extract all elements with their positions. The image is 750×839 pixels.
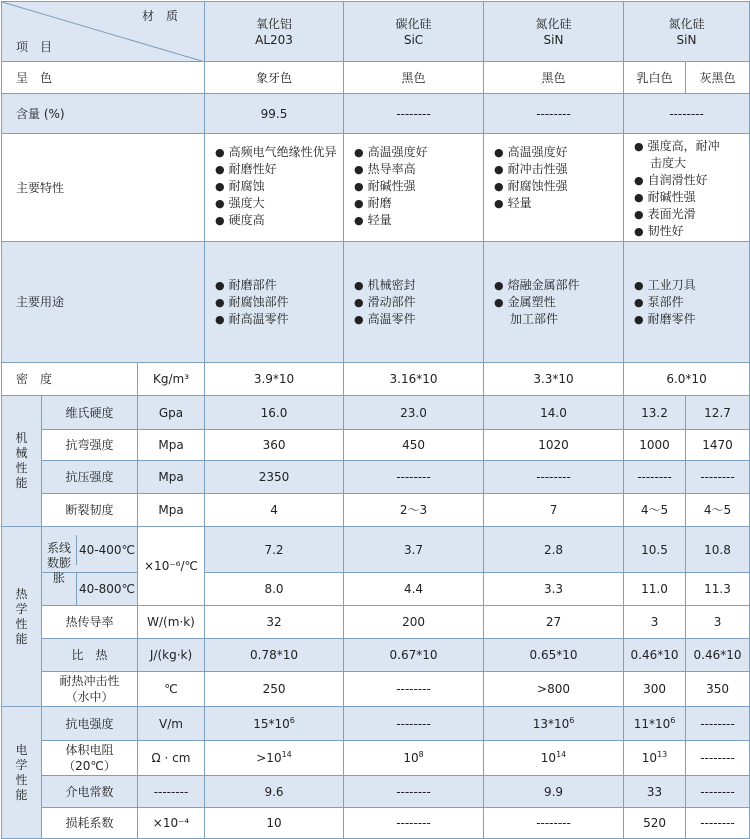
feature-list-alumina	[205, 134, 344, 242]
cell: $>10^{14}$	[205, 741, 344, 776]
cell: 23.0	[344, 396, 484, 430]
header-row	[2, 2, 750, 62]
cell: 33	[624, 776, 686, 808]
list-item: ● 高温零件	[354, 311, 480, 328]
row-label: 维氏硬度	[42, 396, 138, 430]
list-item: ● 工业刀具	[634, 277, 746, 294]
row-label: 介电常数	[42, 776, 138, 808]
cell: 360	[205, 430, 344, 461]
list-item: ● 耐冲击性强	[494, 161, 620, 178]
cell: 1020	[484, 430, 624, 461]
list-item: ● 泵部件	[634, 294, 746, 311]
row-thermal-exp-0	[2, 527, 750, 573]
cell: 3.3	[484, 573, 624, 606]
use-list-sin-a	[484, 242, 624, 363]
cell: --------	[344, 94, 484, 134]
list-item: ● 耐磨性好	[215, 161, 340, 178]
cell: $10^8$	[344, 741, 484, 776]
list-item: ● 耐碱性强	[634, 189, 746, 206]
expansion-label-cell	[42, 527, 138, 585]
cell: 0.46*10	[686, 639, 750, 672]
group-label-electrical: 电 学 性 能	[2, 707, 42, 839]
row-mech-1	[2, 430, 750, 461]
cell: 2350	[205, 461, 344, 494]
cell: $10^{13}$	[624, 741, 686, 776]
unit-cell: Mpa	[138, 430, 205, 461]
column-header-alumina: 氧化铝 AL203	[205, 2, 344, 62]
row-content	[2, 94, 750, 134]
unit-cell: J/(kg·k)	[138, 639, 205, 672]
range-label: 40-800℃	[76, 573, 137, 605]
cell: $13*10^6$	[484, 707, 624, 741]
row-thermal-exp-1	[2, 573, 750, 606]
cell: >800	[484, 672, 624, 707]
cell: 4	[205, 494, 344, 527]
row-mech-0	[2, 396, 750, 430]
use-list-sin-b	[624, 242, 750, 363]
cell: --------	[344, 707, 484, 741]
cell: --------	[484, 461, 624, 494]
row-label: 比 热	[42, 639, 138, 672]
cell: 1000	[624, 430, 686, 461]
cell: 4～5	[686, 494, 750, 527]
cell: 13.2	[624, 396, 686, 430]
row-label: 耐热冲击性 （水中）	[42, 672, 138, 707]
cell: --------	[686, 808, 750, 839]
cell: 象牙色	[205, 62, 344, 94]
list-item: ● 韧性好	[634, 223, 746, 240]
cell: 99.5	[205, 94, 344, 134]
cell: 200	[344, 606, 484, 639]
cell: --------	[484, 94, 624, 134]
row-uses	[2, 242, 750, 363]
row-volume-resistivity	[2, 741, 750, 776]
cell: --------	[686, 461, 750, 494]
cell: --------	[344, 461, 484, 494]
row-density	[2, 363, 750, 396]
row-color	[2, 62, 750, 94]
unit-cell: V/m	[138, 707, 205, 741]
range-label: 40-400℃	[76, 535, 137, 565]
unit-cell: ×10⁻⁴	[138, 808, 205, 839]
feature-list-sin-a	[484, 134, 624, 242]
row-mech-3	[2, 494, 750, 527]
material-properties-table	[1, 1, 750, 839]
list-item: ● 耐磨	[354, 195, 480, 212]
list-item: ● 强度高，耐冲	[634, 138, 746, 155]
unit-cell: ℃	[138, 672, 205, 707]
cell: --------	[686, 741, 750, 776]
row-label: 主要用途	[2, 242, 205, 363]
cell: 3.9*10	[205, 363, 344, 396]
list-item: ● 机械密封	[354, 277, 480, 294]
cell: 10.8	[686, 527, 750, 573]
list-item: ● 高频电气绝缘性优异	[215, 144, 340, 161]
row-label: 密 度	[2, 363, 138, 396]
column-header-silicon-nitride-a: 氮化硅 SiN	[484, 2, 624, 62]
cell: 3.7	[344, 527, 484, 573]
cell: 0.78*10	[205, 639, 344, 672]
list-item: ● 硬度高	[215, 212, 340, 229]
cell: --------	[344, 672, 484, 707]
row-label: 含量 (%)	[2, 94, 205, 134]
cell: 4～5	[624, 494, 686, 527]
cell: 0.65*10	[484, 639, 624, 672]
cell: 250	[205, 672, 344, 707]
cell: 2.8	[484, 527, 624, 573]
cell: 2～3	[344, 494, 484, 527]
list-item: ● 耐腐蚀部件	[215, 294, 340, 311]
cell: 9.6	[205, 776, 344, 808]
column-header-silicon-nitride-b: 氮化硅 SiN	[624, 2, 750, 62]
list-item: ● 轻量	[494, 195, 620, 212]
list-item: ● 自润滑性好	[634, 172, 746, 189]
row-dielectric-constant	[2, 776, 750, 808]
list-item: ● 轻量	[354, 212, 480, 229]
cell: 6.0*10	[624, 363, 750, 396]
cell: 黑色	[484, 62, 624, 94]
row-specific-heat	[2, 639, 750, 672]
list-item: ● 耐磨零件	[634, 311, 746, 328]
cell: $10^{14}$	[484, 741, 624, 776]
cell: --------	[484, 808, 624, 839]
list-item: ● 滑动部件	[354, 294, 480, 311]
corner-material-label: 材 质	[142, 9, 179, 23]
cell: 7.2	[205, 527, 344, 573]
row-label: 抗电强度	[42, 707, 138, 741]
unit-cell: --------	[138, 776, 205, 808]
list-item: ● 耐腐蚀性强	[494, 178, 620, 195]
unit-cell: W/(m·k)	[138, 606, 205, 639]
cell: 3.3*10	[484, 363, 624, 396]
cell: --------	[344, 808, 484, 839]
feature-list-sin-b	[624, 134, 750, 242]
cell: 350	[686, 672, 750, 707]
cell: 300	[624, 672, 686, 707]
list-item-continuation: 加工部件	[510, 311, 559, 326]
list-item: ● 高温强度好	[494, 144, 620, 161]
list-item: ● 高温强度好	[354, 144, 480, 161]
unit-cell: Mpa	[138, 461, 205, 494]
cell: --------	[344, 776, 484, 808]
cell: 7	[484, 494, 624, 527]
cell: 8.0	[205, 573, 344, 606]
cell: 10.5	[624, 527, 686, 573]
cell: 11.0	[624, 573, 686, 606]
cell: 520	[624, 808, 686, 839]
unit-cell: ×10⁻⁶/℃	[138, 527, 205, 606]
cell: 灰黑色	[686, 62, 750, 94]
row-label: 呈 色	[2, 62, 205, 94]
cell: 11.3	[686, 573, 750, 606]
row-loss-factor	[2, 808, 750, 839]
corner-header-cell	[2, 2, 205, 62]
feature-list-sic	[344, 134, 484, 242]
row-thermal-conductivity	[2, 606, 750, 639]
column-header-silicon-carbide: 碳化硅 SiC	[344, 2, 484, 62]
unit-cell: Ω · cm	[138, 741, 205, 776]
corner-item-label: 项 目	[16, 40, 53, 54]
use-list-sic	[344, 242, 484, 363]
cell: 0.67*10	[344, 639, 484, 672]
list-item-continuation: 击度大	[650, 156, 687, 170]
list-item: ● 耐磨部件	[215, 277, 340, 294]
cell: --------	[624, 461, 686, 494]
row-mech-2	[2, 461, 750, 494]
cell: 3	[686, 606, 750, 639]
cell: 9.9	[484, 776, 624, 808]
cell: 12.7	[686, 396, 750, 430]
row-thermal-shock	[2, 672, 750, 707]
expansion-label: 系线 数膨 胀	[46, 541, 71, 585]
cell: --------	[624, 94, 750, 134]
cell: 3	[624, 606, 686, 639]
row-label: 抗压强度	[42, 461, 138, 494]
cell: $15*10^6$	[205, 707, 344, 741]
cell: 450	[344, 430, 484, 461]
use-list-alumina	[205, 242, 344, 363]
list-item: ● 耐高温零件	[215, 311, 340, 328]
row-label: 体积电阻 （20℃）	[42, 741, 138, 776]
unit-cell: Mpa	[138, 494, 205, 527]
cell: 16.0	[205, 396, 344, 430]
row-features	[2, 134, 750, 242]
list-item: ● 耐腐蚀	[215, 178, 340, 195]
list-item: ● 耐碱性强	[354, 178, 480, 195]
unit-cell: Kg/m³	[138, 363, 205, 396]
cell: 3.16*10	[344, 363, 484, 396]
cell: 1470	[686, 430, 750, 461]
list-item: ● 强度大	[215, 195, 340, 212]
list-item: ● 表面光滑	[634, 206, 746, 223]
cell: $11*10^6$	[624, 707, 686, 741]
row-label: 损耗系数	[42, 808, 138, 839]
row-label: 热传导率	[42, 606, 138, 639]
cell: 0.46*10	[624, 639, 686, 672]
row-label: 抗弯强度	[42, 430, 138, 461]
cell: 黑色	[344, 62, 484, 94]
row-dielectric-strength	[2, 707, 750, 741]
cell: 14.0	[484, 396, 624, 430]
row-label: 断裂韧度	[42, 494, 138, 527]
cell: 4.4	[344, 573, 484, 606]
unit-cell: Gpa	[138, 396, 205, 430]
list-item: ● 热导率高	[354, 161, 480, 178]
cell: 乳白色	[624, 62, 686, 94]
list-item: ● 金属塑性	[494, 294, 620, 311]
row-label: 主要特性	[2, 134, 205, 242]
group-label-thermal: 热 学 性 能	[2, 527, 42, 707]
cell: 27	[484, 606, 624, 639]
cell: 10	[205, 808, 344, 839]
cell: --------	[686, 707, 750, 741]
cell: 32	[205, 606, 344, 639]
group-label-mechanical: 机 械 性 能	[2, 396, 42, 527]
cell: --------	[686, 776, 750, 808]
list-item: ● 熔融金属部件	[494, 277, 620, 294]
